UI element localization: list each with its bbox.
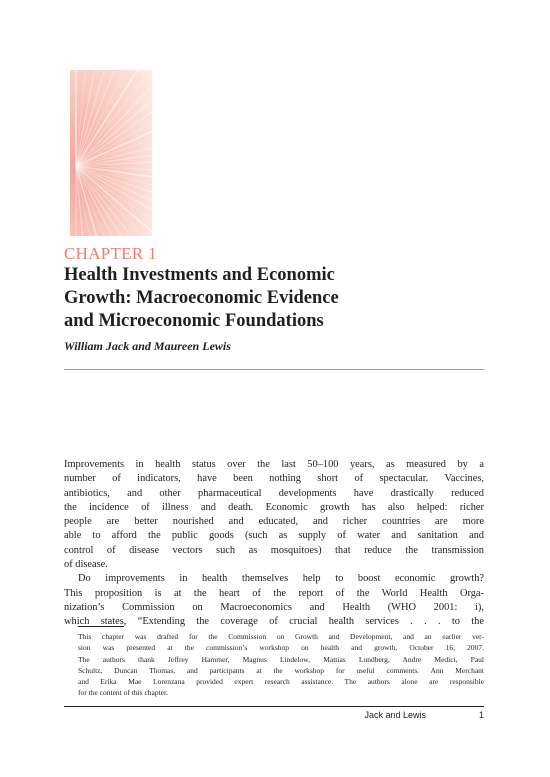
body-text: [64, 458, 484, 630]
body-line: Do improvements in health themselves help to boost economic growth?: [78, 573, 484, 585]
decorative-light-burst: [70, 70, 152, 236]
body-line: This proposition is at the heart of the report of the World Health Orga-: [64, 587, 484, 599]
running-head: Jack and Lewis: [364, 710, 426, 720]
body-line: which states, “Extending the coverage of crucial health services . . . to the: [64, 616, 484, 628]
body-line: Improvements in health status over the last 50–100 years, as measured by a: [64, 459, 484, 470]
body-line: control of disease vectors such as mosquitoes) that reduce the transmission: [64, 544, 484, 556]
page-number: 1: [478, 710, 484, 720]
footnote-line: and Erika Mae Lorenzana provided expert research assistance. The authors alone are responsible: [78, 677, 484, 687]
body-line: nization’s Commission on Macroeconomics and Health (WHO 2001: i),: [64, 601, 484, 613]
title-divider: [64, 369, 484, 370]
body-line: antibiotics, and other pharmaceutical developments have drastically reduced: [64, 487, 484, 499]
chapter-title: [64, 264, 484, 333]
body-line: number of indicators, have been nothing short of spectacular. Vaccines,: [64, 473, 484, 485]
body-line: people are better nourished and educated, and richer countries are more: [64, 516, 484, 528]
chapter-title-line: Growth: Macroeconomic Evidence: [64, 288, 339, 308]
footer-divider: [64, 706, 484, 707]
footnote: [78, 631, 484, 699]
chapter-title-line: and Microeconomic Foundations: [64, 311, 324, 331]
body-line: able to afford the public goods (such as supply of water and sanitation and: [64, 530, 484, 542]
body-line: the incidence of illness and death. Economic growth has also helped: richer: [64, 501, 484, 513]
footnote-line: This chapter was drafted for the Commission on Growth and Development, and an earlier ver-: [78, 632, 484, 641]
footnote-line: sion was presented at the commission’s workshop on health and growth, October 16, 2007.: [78, 643, 484, 653]
footnote-line: The authors thank Jeffrey Hammer, Magnus Lindelow, Mattias Lundberg, Andre Medici, Paul: [78, 654, 484, 664]
footnote-line: for the content of this chapter.: [78, 688, 168, 698]
body-line: of disease.: [64, 559, 108, 571]
footnote-line: Schultz, Duncan Thomas, and participants at the workshop for useful comments. Ann Merchant: [78, 665, 484, 675]
chapter-label: CHAPTER 1: [64, 244, 157, 263]
chapter-title-line: Health Investments and Economic: [64, 265, 335, 285]
chapter-authors: William Jack and Maureen Lewis: [64, 339, 231, 353]
footnote-divider: [78, 626, 124, 627]
